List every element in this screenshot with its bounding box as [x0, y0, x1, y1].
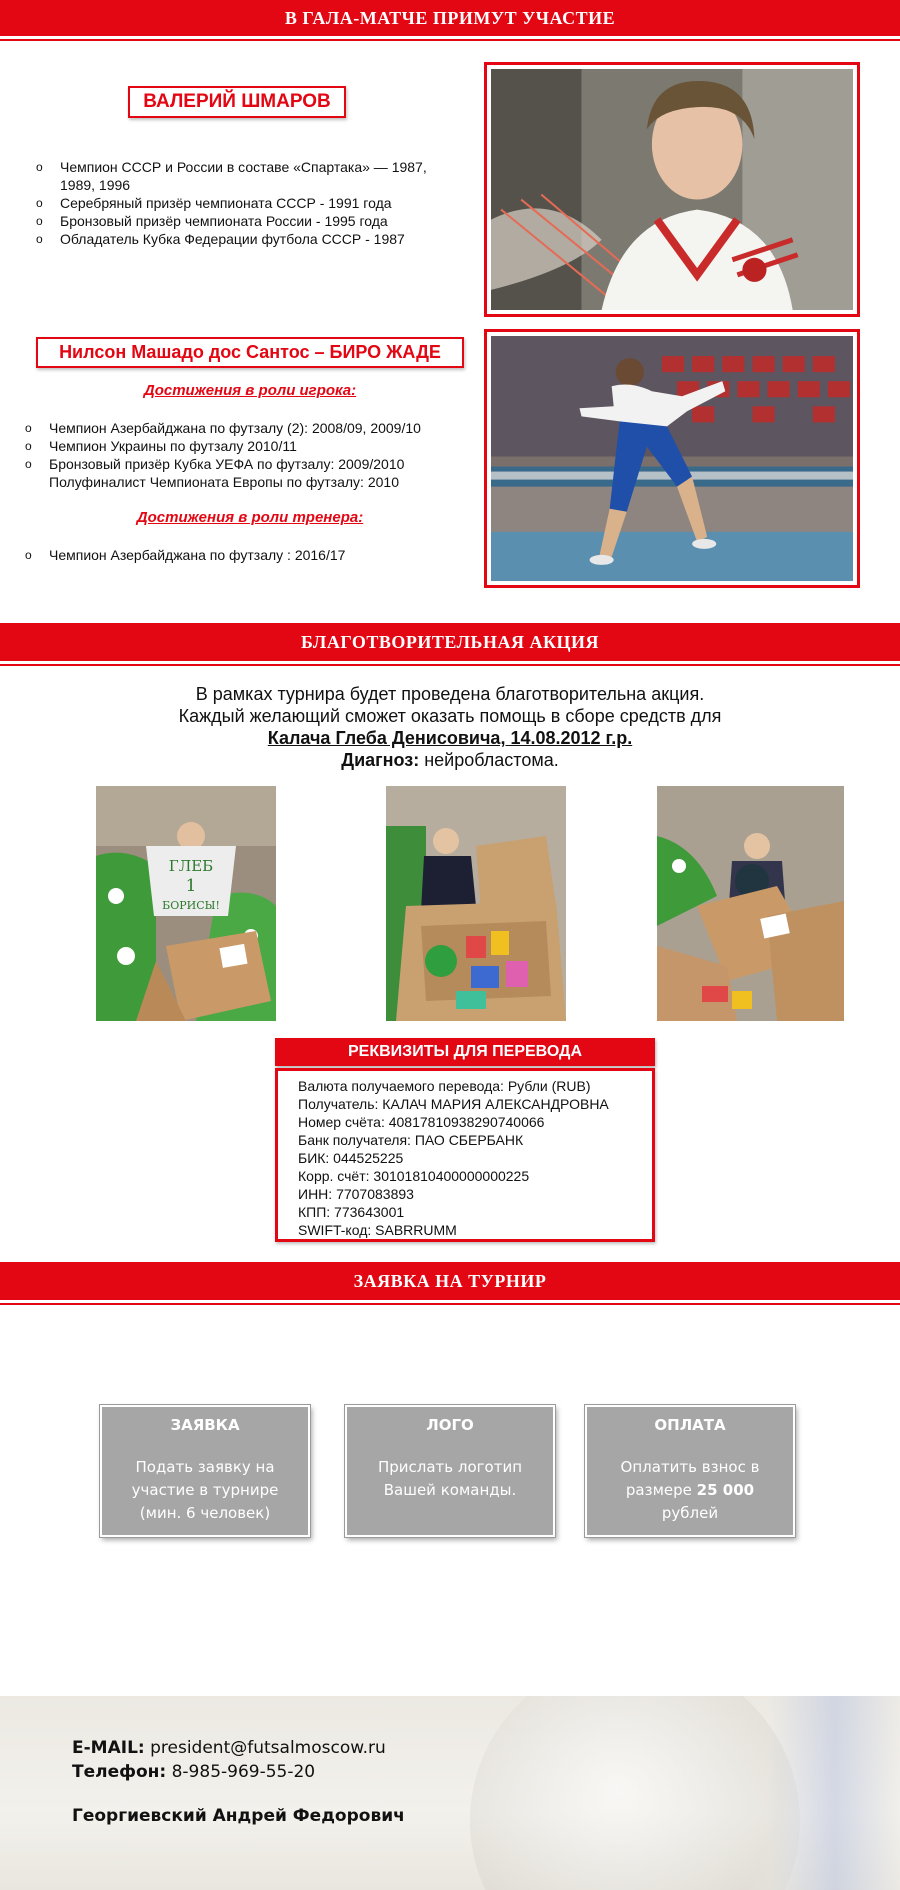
contact-person: Георгиевский Андрей Федорович: [72, 1806, 405, 1826]
player2-photo: [484, 329, 860, 588]
requisites-box: [275, 1068, 655, 1242]
list-item: o Обладатель Кубка Федерации футбола СССР - 1987: [36, 230, 466, 248]
player2-name: Нилсон Машадо дос Сантос – БИРО ЖАДЕ: [36, 337, 464, 368]
diagnosis-label: Диагноз:: [341, 750, 420, 770]
charity-photo-3: [657, 786, 844, 1021]
player1-photo: [484, 62, 860, 317]
list-item: o Чемпион Азербайджана по футзалу (2): 2008/09, 2009/10: [25, 419, 465, 437]
card-line: участие в турнире: [131, 1481, 279, 1499]
list-item: o Чемпион Украины по футзалу 2010/11: [25, 437, 465, 455]
shirt-text-3: БОРИСЫ!: [162, 899, 220, 912]
charity-line-3: [0, 727, 900, 749]
player2-coach-achievements: [25, 546, 465, 564]
requisite-line: Корр. счёт: 30101810400000000225: [298, 1168, 530, 1184]
card-line: (мин. 6 человек): [139, 1504, 271, 1522]
email-link[interactable]: president@futsalmoscow.ru: [144, 1738, 386, 1758]
apply-card[interactable]: [100, 1405, 310, 1537]
card-line: Оплатить взнос в: [620, 1458, 760, 1476]
gala-header-underline: [0, 39, 900, 41]
fee-amount: 25 000: [696, 1481, 755, 1499]
apply-card-title: ЗАЯВКА: [170, 1416, 240, 1434]
gala-section-header: В ГАЛА-МАТЧЕ ПРИМУТ УЧАСТИЕ: [0, 0, 900, 36]
list-item: o Бронзовый призёр Кубка УЕФА по футзалу: 2009/2010: [25, 455, 465, 473]
footer-email: [72, 1738, 386, 1758]
footer: [0, 1696, 900, 1890]
requisite-line: Получатель: КАЛАЧ МАРИЯ АЛЕКСАНДРОВНА: [298, 1096, 609, 1112]
card-line: [595, 1479, 785, 1502]
requisite-line: КПП: 773643001: [298, 1204, 405, 1220]
charity-section-header: БЛАГОТВОРИТЕЛЬНАЯ АКЦИЯ: [0, 623, 900, 661]
list-item: Полуфиналист Чемпионата Европы по футзалу: 2010: [49, 474, 399, 490]
charity-line-1: В рамках турнира будет проведена благотворительна акция.: [195, 684, 705, 704]
list-item: 1989, 1996: [60, 177, 131, 193]
charity-header-underline: [0, 664, 900, 666]
requisites-title: РЕКВИЗИТЫ ДЛЯ ПЕРЕВОДА: [275, 1038, 655, 1066]
footer-decoration: [770, 1696, 900, 1890]
payment-card[interactable]: [585, 1405, 795, 1537]
phone-label: Телефон:: [72, 1762, 167, 1782]
shirt-text-2: 1: [185, 876, 197, 896]
card-text: размере: [625, 1481, 697, 1499]
logo-card[interactable]: [345, 1405, 555, 1537]
shirt-text-1: ГЛЕБ: [168, 857, 214, 875]
payment-card-body: [587, 1456, 793, 1525]
requisite-line: SWIFT-код: SABRRUMM: [298, 1222, 457, 1238]
card-line: рублей: [661, 1504, 719, 1522]
player2-coach-heading: Достижения в роли тренера:: [136, 509, 364, 526]
application-section-header: ЗАЯВКА НА ТУРНИР: [0, 1262, 900, 1300]
email-label: E-MAIL:: [72, 1738, 145, 1758]
player2-player-heading: Достижения в роли игрока:: [143, 382, 357, 399]
charity-photo-2: [386, 786, 566, 1021]
list-item: o Серебряный призёр чемпионата СССР - 1991 года: [36, 194, 466, 212]
charity-photo-1: [96, 786, 276, 1021]
requisite-line: ИНН: 7707083893: [298, 1186, 414, 1202]
diagnosis-value: нейробластома.: [419, 750, 559, 770]
player1-name: ВАЛЕРИЙ ШМАРОВ: [128, 86, 346, 118]
requisite-line: Валюта получаемого перевода: Рубли (RUB): [298, 1078, 591, 1094]
player1-achievements: [36, 158, 466, 248]
application-header-underline: [0, 1303, 900, 1305]
requisite-line: Банк получателя: ПАО СБЕРБАНК: [298, 1132, 524, 1148]
card-line: Вашей команды.: [383, 1481, 517, 1499]
card-line: Прислать логотип: [377, 1458, 523, 1476]
payment-card-title: ОПЛАТА: [654, 1416, 726, 1434]
charity-line-2: Каждый желающий сможет оказать помощь в сборе средств для: [178, 706, 722, 726]
list-item: o Чемпион СССР и России в составе «Спартака» — 1987,: [36, 158, 466, 176]
list-item: o Чемпион Азербайджана по футзалу : 2016/17: [25, 546, 465, 564]
beneficiary-name: Калача Глеба Денисовича, 14.08.2012 г.р.: [267, 728, 633, 748]
footer-person: [72, 1806, 405, 1826]
player2-player-achievements: [25, 419, 465, 491]
logo-card-title: ЛОГО: [426, 1416, 474, 1434]
charity-diagnosis: [0, 749, 900, 771]
football-background-icon: [470, 1696, 800, 1890]
requisite-line: БИК: 044525225: [298, 1150, 404, 1166]
logo-card-body: [347, 1456, 553, 1502]
footer-phone: [72, 1762, 315, 1782]
phone-number[interactable]: 8-985-969-55-20: [166, 1762, 316, 1782]
apply-card-body: [102, 1456, 308, 1525]
list-item: o Бронзовый призёр чемпионата России - 1995 года: [36, 212, 466, 230]
requisite-line: Номер счёта: 40817810938290740066: [298, 1114, 545, 1130]
card-line: Подать заявку на: [135, 1458, 275, 1476]
